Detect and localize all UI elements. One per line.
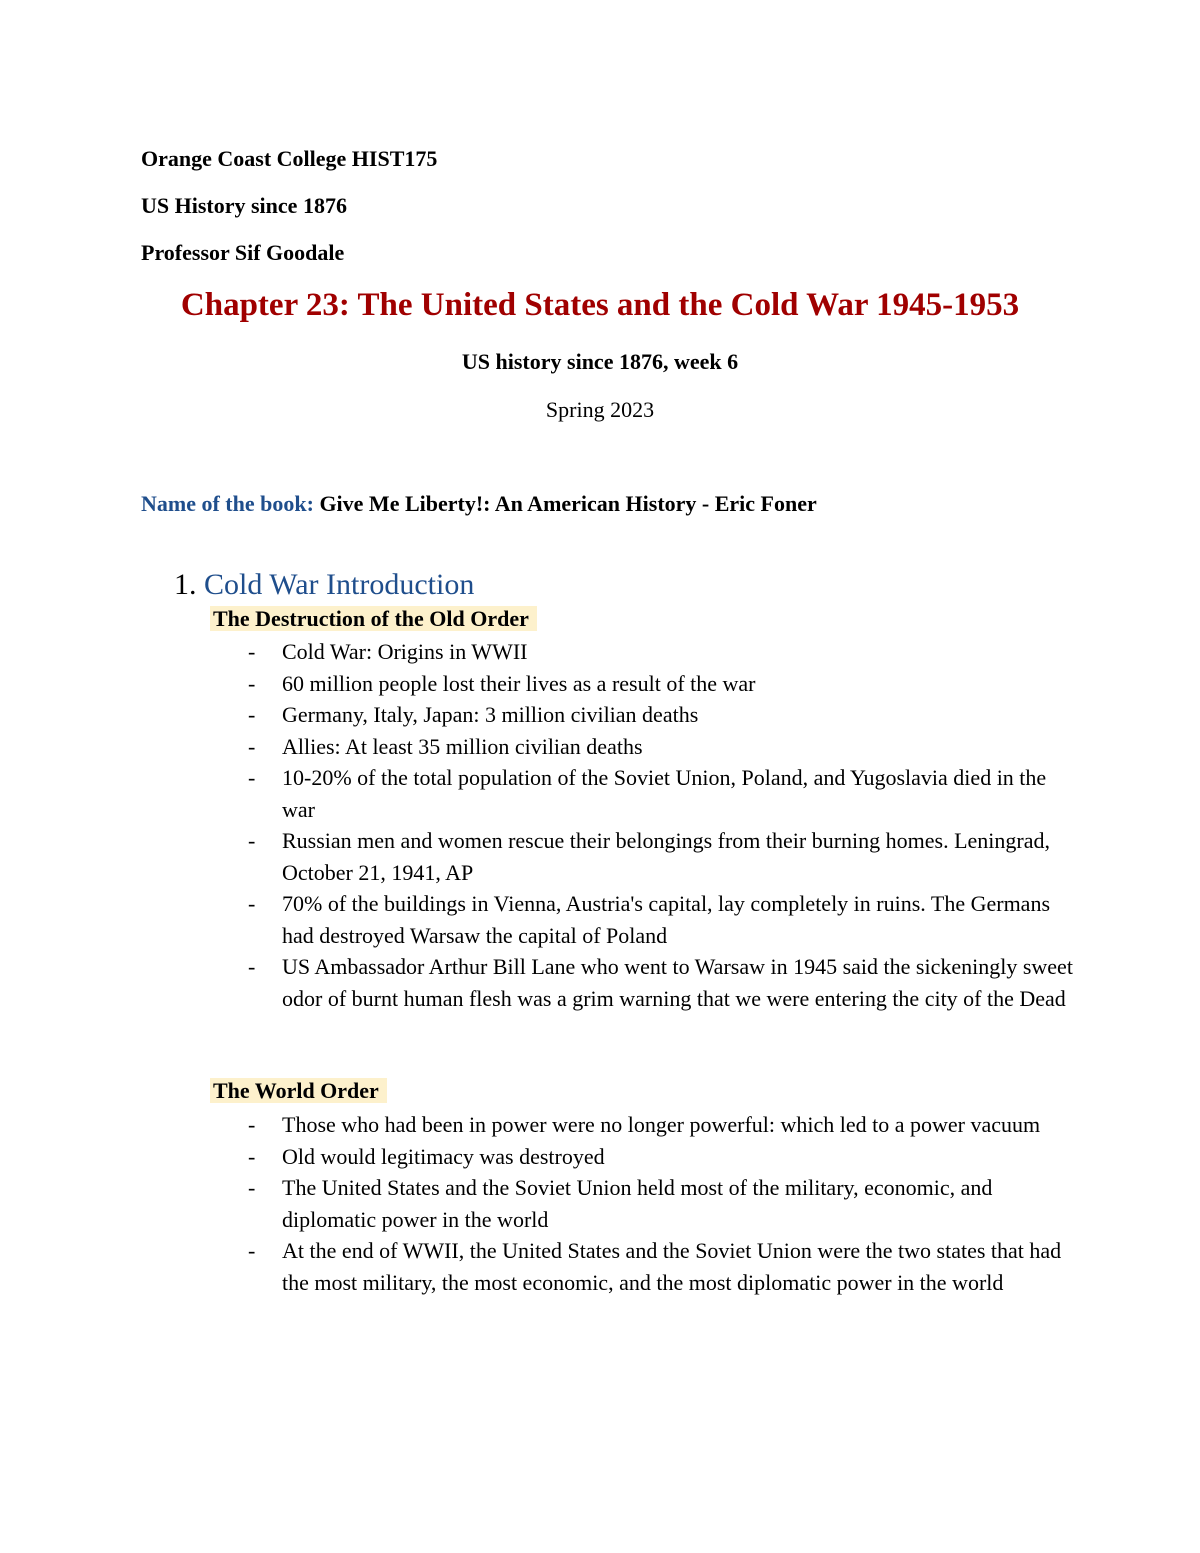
list-item bbox=[244, 699, 1084, 731]
bullet-dash: - bbox=[248, 828, 256, 853]
section-number: 1. bbox=[174, 568, 197, 601]
subsection-heading-old-order bbox=[210, 605, 537, 633]
term: Spring 2023 bbox=[545, 397, 655, 422]
bullet-list-world-order bbox=[244, 1109, 1084, 1298]
highlighted-heading: The World Order bbox=[210, 1078, 387, 1103]
list-item-text: 10-20% of the total population of the Soviet Union, Poland, and Yugoslavia died in the war bbox=[282, 765, 1047, 822]
list-item-text: Germany, Italy, Japan: 3 million civilian deaths bbox=[282, 702, 699, 727]
book-title: Give Me Liberty!: An American History - Eric Foner bbox=[319, 491, 817, 516]
chapter-title: Chapter 23: The United States and the Cold War 1945-1953 bbox=[180, 287, 1020, 323]
list-item-text: The United States and the Soviet Union held most of the military, economic, and diplomatic power in the world bbox=[282, 1175, 993, 1232]
subsection-heading-world-order bbox=[210, 1077, 387, 1105]
list-item bbox=[244, 951, 1084, 1014]
list-item bbox=[244, 1109, 1084, 1141]
bullet-dash: - bbox=[248, 1143, 256, 1169]
list-item-text: Those who had been in power were no longer powerful: which led to a power vacuum bbox=[282, 1112, 1041, 1137]
bullet-dash: - bbox=[248, 1112, 256, 1137]
list-item bbox=[244, 888, 1084, 951]
list-item-text: 60 million people lost their lives as a result of the war bbox=[282, 670, 756, 696]
book-label: Name of the book: bbox=[141, 491, 314, 516]
course-title: US History since 1876 bbox=[141, 193, 347, 218]
bullet-dash: - bbox=[248, 702, 256, 727]
list-item bbox=[244, 668, 1084, 700]
list-item-text: Allies: At least 35 million civilian deaths bbox=[282, 733, 643, 759]
bullet-dash: - bbox=[248, 670, 256, 696]
bullet-dash: - bbox=[248, 954, 256, 979]
section-title: Cold War Introduction bbox=[204, 568, 475, 601]
bullet-dash: - bbox=[248, 765, 256, 790]
list-item bbox=[244, 762, 1084, 825]
list-item-text: 70% of the buildings in Vienna, Austria's capital, lay completely in ruins. The Germans had destroyed Warsaw the capital of Poland bbox=[282, 891, 1051, 948]
list-item bbox=[244, 825, 1084, 888]
list-item bbox=[244, 1235, 1084, 1298]
bullet-dash: - bbox=[248, 1238, 256, 1263]
list-item-text: Russian men and women rescue their belongings from their burning homes. Leningrad, October 21, 1941, AP bbox=[282, 828, 1050, 885]
list-item bbox=[244, 636, 1084, 668]
book-line bbox=[141, 490, 817, 518]
bullet-dash: - bbox=[248, 891, 256, 916]
bullet-list-old-order bbox=[244, 636, 1084, 1014]
list-item bbox=[244, 1172, 1084, 1235]
list-item-text: Old would legitimacy was destroyed bbox=[282, 1143, 605, 1169]
list-item-text: Cold War: Origins in WWII bbox=[282, 639, 528, 664]
week-subtitle: US history since 1876, week 6 bbox=[461, 349, 739, 374]
section-heading bbox=[174, 566, 474, 604]
list-item bbox=[244, 1141, 1084, 1173]
highlighted-heading: The Destruction of the Old Order bbox=[210, 606, 537, 631]
bullet-dash: - bbox=[248, 639, 256, 664]
list-item bbox=[244, 731, 1084, 763]
bullet-dash: - bbox=[248, 1175, 256, 1200]
professor-name: Professor Sif Goodale bbox=[141, 240, 345, 265]
list-item-text: US Ambassador Arthur Bill Lane who went to Warsaw in 1945 said the sickeningly sweet odor of burnt human flesh was a grim warning that we were entering the city of the Dead bbox=[282, 954, 1073, 1011]
course-name: Orange Coast College HIST175 bbox=[141, 146, 438, 171]
bullet-dash: - bbox=[248, 733, 256, 759]
list-item-text: At the end of WWII, the United States and the Soviet Union were the two states that had the most military, the most economic, and the most diplomatic power in the world bbox=[282, 1238, 1062, 1295]
